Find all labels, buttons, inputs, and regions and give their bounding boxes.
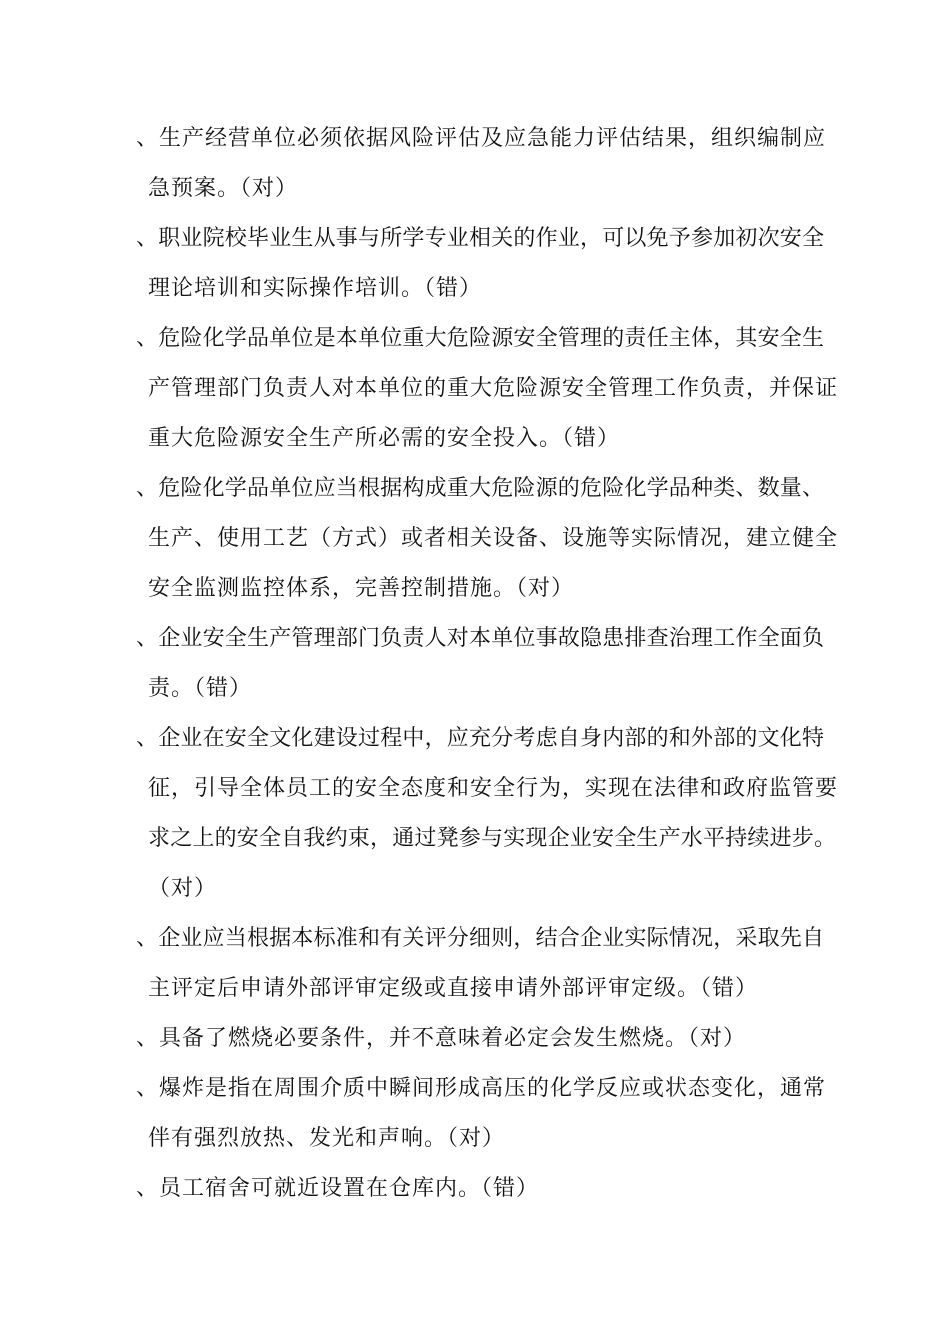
question-line: 急预案。（对） xyxy=(148,176,299,201)
question-line: 主评定后申请外部评审定级或直接申请外部评审定级。（错） xyxy=(148,976,759,1001)
question-line: 征，引导全体员工的安全态度和安全行为，实现在法律和政府监管要 xyxy=(148,776,839,801)
question-line: 生产、使用工艺（方式）或者相关设备、设施等实际情况，建立健全 xyxy=(148,526,839,551)
question-line: 、危险化学品单位是本单位重大危险源安全管理的责任主体，其安全生 xyxy=(136,326,825,351)
question-line: 、员工宿舍可就近设置在仓库内。（错） xyxy=(136,1176,540,1201)
question-line: 、企业安全生产管理部门负责人对本单位事故隐患排查治理工作全面负 xyxy=(136,626,825,651)
question-line: 、危险化学品单位应当根据构成重大危险源的危险化学品种类、数量、 xyxy=(136,476,825,501)
question-item-3 xyxy=(0,314,950,464)
question-line: 、生产经营单位必须依据风险评估及应急能力评估结果，组织编制应 xyxy=(136,126,827,151)
question-item-6 xyxy=(0,714,950,914)
question-line: 理论培训和实际操作培训。（错） xyxy=(148,276,483,301)
question-line: 、爆炸是指在周围介质中瞬间形成高压的化学反应或状态变化，通常 xyxy=(136,1076,827,1101)
question-item-9 xyxy=(0,1064,950,1164)
question-line: 求之上的安全自我约束，通过凳参与实现企业安全生产水平持续进步。 xyxy=(148,826,837,851)
question-item-8 xyxy=(0,1014,950,1064)
question-line: 安全监测监控体系，完善控制措施。（对） xyxy=(148,576,575,601)
question-line: 责。（错） xyxy=(148,676,253,701)
question-item-10 xyxy=(0,1164,950,1214)
question-item-5 xyxy=(0,614,950,714)
question-line: 、职业院校毕业生从事与所学专业相关的作业，可以免予参加初次安全 xyxy=(136,226,825,251)
question-item-2 xyxy=(0,214,950,314)
question-line: 、具备了燃烧必要条件，并不意味着必定会发生燃烧。（对） xyxy=(136,1026,747,1051)
question-line: 产管理部门负责人对本单位的重大危险源安全管理工作负责，并保证 xyxy=(148,376,839,401)
question-line: 、企业在安全文化建设过程中，应充分考虑自身内部的和外部的文化特 xyxy=(136,726,825,751)
question-line: 伴有强烈放热、发光和声响。（对） xyxy=(148,1126,506,1151)
question-line: 重大危险源安全生产所必需的安全投入。（错） xyxy=(148,426,621,451)
question-line: 、企业应当根据本标准和有关评分细则，结合企业实际情况，采取先自 xyxy=(136,926,825,951)
question-item-1 xyxy=(0,114,950,214)
question-item-4 xyxy=(0,464,950,614)
question-list xyxy=(0,114,950,1214)
question-item-7 xyxy=(0,914,950,1014)
question-line: （对） xyxy=(148,876,218,901)
